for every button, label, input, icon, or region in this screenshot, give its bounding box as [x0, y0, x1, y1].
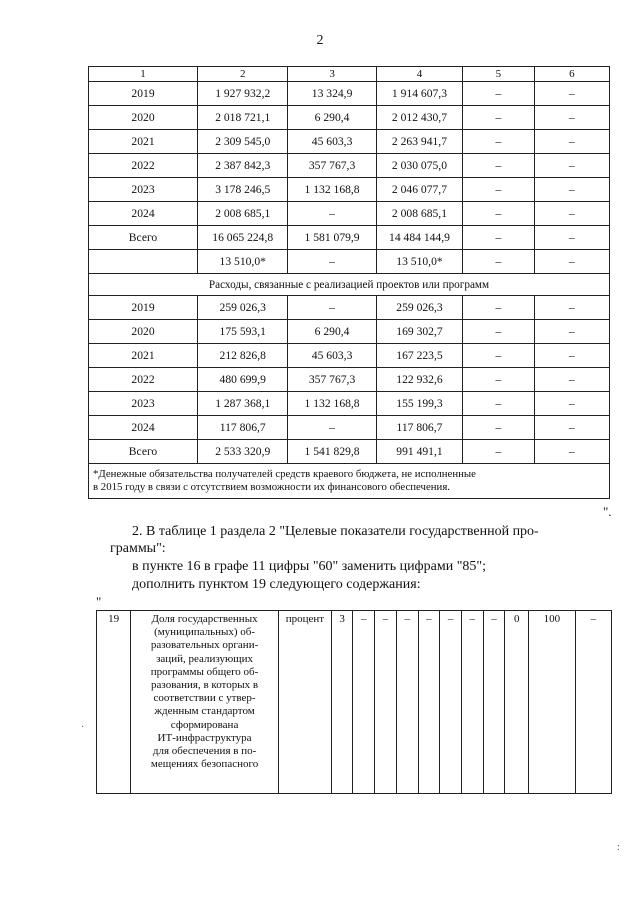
table-cell: –: [534, 392, 609, 416]
table-cell: 6 290,4: [288, 106, 376, 130]
table-cell: 2024: [89, 202, 198, 226]
footnote: [89, 464, 610, 499]
paragraph-amendment-2: [110, 523, 612, 557]
table-cell: 1 132 168,8: [288, 392, 376, 416]
table-cell: 259 026,3: [198, 296, 288, 320]
closing-quote: ".: [603, 504, 612, 519]
table-cell: 167 223,5: [376, 344, 463, 368]
table-cell: –: [463, 344, 534, 368]
table-row: [89, 250, 610, 274]
paragraph-line: граммы":: [110, 541, 166, 556]
description-line: Доля государственных: [151, 613, 258, 625]
table-cell: 169 302,7: [376, 320, 463, 344]
description-line: разования, в которых в: [151, 679, 259, 692]
table-cell: 2023: [89, 392, 198, 416]
funding-table: [88, 66, 610, 499]
table-cell: 2 008 685,1: [198, 202, 288, 226]
table-cell: 1 914 607,3: [376, 82, 463, 106]
table-row: [89, 178, 610, 202]
table-cell: 2 012 430,7: [376, 106, 463, 130]
table-cell: 2019: [89, 82, 198, 106]
value-cell: –: [440, 611, 462, 794]
table-cell: 2023: [89, 178, 198, 202]
table-row: [89, 296, 610, 320]
table-cell: 175 593,1: [198, 320, 288, 344]
table-row: [89, 320, 610, 344]
table-cell: –: [463, 250, 534, 274]
table-cell: 45 603,3: [288, 344, 376, 368]
table-cell: 13 510,0*: [198, 250, 288, 274]
description-line: заций, реализующих: [156, 652, 254, 665]
table-cell: 155 199,3: [376, 392, 463, 416]
value-cell: 100: [529, 611, 576, 794]
table-cell: –: [288, 296, 376, 320]
table-cell: –: [288, 202, 376, 226]
table-row: [89, 154, 610, 178]
table-cell: 117 806,7: [198, 416, 288, 440]
table-cell: –: [534, 416, 609, 440]
table-cell: –: [463, 416, 534, 440]
value-cell: –: [375, 611, 397, 794]
table-cell: 1 541 829,8: [288, 440, 376, 464]
table-cell: 2 387 842,3: [198, 154, 288, 178]
table-row: [89, 416, 610, 440]
table-cell: 122 932,6: [376, 368, 463, 392]
description-line: ИТ-инфраструктура: [157, 731, 252, 744]
table-cell: 2021: [89, 130, 198, 154]
page-number: 2: [316, 33, 324, 48]
table-cell: 6: [534, 67, 609, 82]
table-cell: 13 324,9: [288, 82, 376, 106]
table-cell: 4: [376, 67, 463, 82]
description-line: разовательных органи-: [150, 639, 259, 652]
table-cell: 1 132 168,8: [288, 178, 376, 202]
table-cell: –: [534, 344, 609, 368]
table-cell: [89, 250, 198, 274]
table-cell: 259 026,3: [376, 296, 463, 320]
table-row: [89, 226, 610, 250]
table-cell: –: [534, 250, 609, 274]
description-line: (муниципальных) об-: [154, 626, 256, 639]
unit-cell: процент: [279, 611, 332, 794]
table-cell: –: [534, 82, 609, 106]
table-cell: –: [534, 368, 609, 392]
table-cell: –: [288, 416, 376, 440]
table-cell: 2019: [89, 296, 198, 320]
value-cell: 3: [331, 611, 353, 794]
table-cell: –: [463, 226, 534, 250]
table-cell: –: [534, 178, 609, 202]
value-cell: –: [418, 611, 440, 794]
description-line: сформирована: [170, 718, 239, 731]
table-cell: 13 510,0*: [376, 250, 463, 274]
value-cell: –: [353, 611, 375, 794]
table-cell: –: [534, 440, 609, 464]
table-cell: 1 287 368,1: [198, 392, 288, 416]
table-cell: –: [534, 130, 609, 154]
table-cell: –: [463, 320, 534, 344]
table-cell: –: [463, 154, 534, 178]
table-cell: 212 826,8: [198, 344, 288, 368]
table-row: [89, 106, 610, 130]
table-cell: –: [463, 296, 534, 320]
table-cell: 6 290,4: [288, 320, 376, 344]
table-cell: –: [463, 178, 534, 202]
paragraph-item-16: в пункте 16 в графе 11 цифры "60" заменить цифрами "85";: [132, 559, 487, 574]
table-cell: 2022: [89, 154, 198, 178]
table-cell: –: [463, 82, 534, 106]
table-cell: 2 533 320,9: [198, 440, 288, 464]
item-number: 19: [97, 611, 131, 794]
table-cell: –: [463, 202, 534, 226]
margin-mark-icon: ·: [81, 722, 85, 733]
footnote-line: в 2015 году в связи с отсутствием возможности их финансового обеспечения.: [93, 481, 450, 493]
table-cell: 480 699,9: [198, 368, 288, 392]
table-cell: 2 263 941,7: [376, 130, 463, 154]
table-cell: –: [534, 296, 609, 320]
table-cell: Всего: [89, 226, 198, 250]
table-cell: 2 309 545,0: [198, 130, 288, 154]
table-cell: 991 491,1: [376, 440, 463, 464]
table-row: [89, 368, 610, 392]
value-cell: –: [461, 611, 483, 794]
table-cell: 3 178 246,5: [198, 178, 288, 202]
table-row: [89, 202, 610, 226]
table-cell: 117 806,7: [376, 416, 463, 440]
table-cell: Всего: [89, 440, 198, 464]
table-row: [89, 440, 610, 464]
table-cell: 2020: [89, 320, 198, 344]
value-cell: –: [575, 611, 611, 794]
table-cell: 2 030 075,0: [376, 154, 463, 178]
table-cell: –: [463, 392, 534, 416]
table-row: [89, 344, 610, 368]
description-line: соответствии с утвер-: [153, 692, 256, 705]
table-cell: 2 008 685,1: [376, 202, 463, 226]
table-cell: 45 603,3: [288, 130, 376, 154]
description-line: программы общего об-: [150, 665, 259, 678]
table-cell: –: [463, 440, 534, 464]
table-row: [89, 82, 610, 106]
table-cell: –: [463, 106, 534, 130]
table-cell: 16 065 224,8: [198, 226, 288, 250]
table-cell: 5: [463, 67, 534, 82]
table-cell: –: [534, 226, 609, 250]
section-title-cell: Расходы, связанные с реализацией проектов или программ: [89, 274, 610, 296]
description-line: мещениях безопасного: [150, 758, 259, 771]
table-row: [97, 611, 612, 794]
target-indicator-table: [96, 610, 612, 794]
table-cell: 2 018 721,1: [198, 106, 288, 130]
table-cell: –: [463, 130, 534, 154]
table-cell: 357 767,3: [288, 368, 376, 392]
table-cell: –: [463, 368, 534, 392]
table-cell: –: [534, 106, 609, 130]
table-cell: 2021: [89, 344, 198, 368]
table-cell: 2 046 077,7: [376, 178, 463, 202]
table-cell: 14 484 144,9: [376, 226, 463, 250]
table-cell: 3: [288, 67, 376, 82]
table-cell: 357 767,3: [288, 154, 376, 178]
margin-mark-icon: :: [617, 842, 620, 853]
section-title: [89, 274, 610, 296]
description-line: жденным стандартом: [154, 705, 255, 718]
footnote-line: *Денежные обязательства получателей средств краевого бюджета, не исполненные: [93, 468, 476, 480]
value-cell: 0: [505, 611, 529, 794]
table-cell: 2020: [89, 106, 198, 130]
table-cell: 1: [89, 67, 198, 82]
paragraph-add-item-19: дополнить пунктом 19 следующего содержания:: [132, 577, 421, 592]
table-cell: 1 581 079,9: [288, 226, 376, 250]
value-cell: –: [483, 611, 505, 794]
table-row: [89, 130, 610, 154]
table-cell: 2022: [89, 368, 198, 392]
table-cell: –: [534, 320, 609, 344]
value-cell: –: [396, 611, 418, 794]
table-row: [89, 392, 610, 416]
table-cell: –: [288, 250, 376, 274]
paragraph-line: 2. В таблице 1 раздела 2 "Целевые показатели государственной про-: [132, 524, 539, 539]
table-cell: 2: [198, 67, 288, 82]
table-cell: 1 927 932,2: [198, 82, 288, 106]
table-cell: –: [534, 202, 609, 226]
table-cell: 2024: [89, 416, 198, 440]
indicator-description: [131, 611, 279, 794]
opening-quote: ": [96, 594, 102, 609]
description-line: для обеспечения в по-: [152, 745, 257, 758]
table-cell: –: [534, 154, 609, 178]
footnote-cell: [89, 464, 610, 499]
header-row: [89, 67, 610, 82]
